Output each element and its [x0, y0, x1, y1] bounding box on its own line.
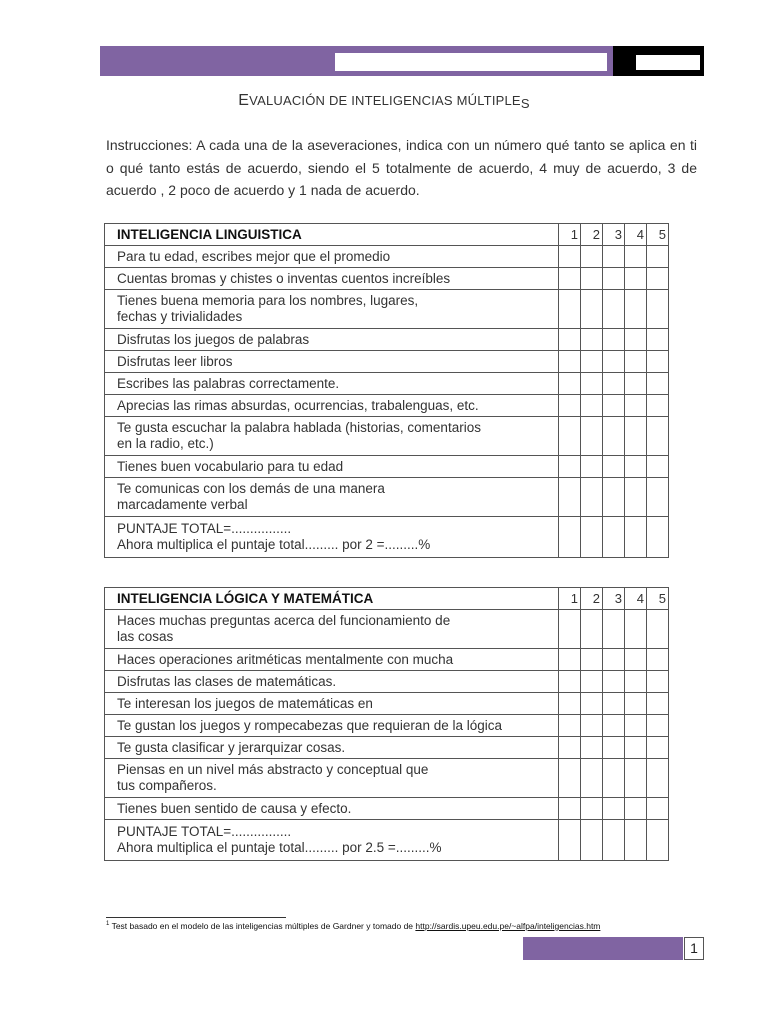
rating-cell-3[interactable] — [603, 373, 625, 395]
footnote-rule — [106, 917, 286, 918]
table-header-row — [105, 588, 669, 610]
rating-cell-5[interactable] — [647, 671, 669, 693]
page-title — [0, 92, 768, 110]
table-row — [105, 351, 669, 373]
rating-cell-3[interactable] — [603, 737, 625, 759]
rating-cell-2[interactable] — [581, 610, 603, 649]
statement-text: Te interesan los juegos de matemáticas en — [105, 693, 559, 715]
scale-number: 2 — [581, 224, 603, 246]
rating-cell-4[interactable] — [625, 268, 647, 290]
rating-cell-2[interactable] — [581, 268, 603, 290]
rating-cell-4[interactable] — [625, 737, 647, 759]
rating-cell-2[interactable] — [581, 395, 603, 417]
category-heading: INTELIGENCIA LÓGICA Y MATEMÁTICA — [105, 588, 559, 610]
rating-cell-1[interactable] — [559, 351, 581, 373]
table-row — [105, 329, 669, 351]
rating-cell-1[interactable] — [559, 759, 581, 798]
rating-cell-5[interactable] — [647, 268, 669, 290]
scale-number: 3 — [603, 224, 625, 246]
total-cell[interactable] — [559, 517, 581, 558]
rating-cell-4[interactable] — [625, 610, 647, 649]
rating-cell-3[interactable] — [603, 329, 625, 351]
rating-cell-3[interactable] — [603, 671, 625, 693]
rating-cell-4[interactable] — [625, 395, 647, 417]
statement-text: Te comunicas con los demás de una manera marcadamente verbal — [105, 478, 559, 517]
footnote-link[interactable]: http://sardis.upeu.edu.pe/~alfpa/inteligencias.htm — [415, 921, 601, 931]
rating-cell-4[interactable] — [625, 329, 647, 351]
rating-cell-1[interactable] — [559, 649, 581, 671]
header-title-box — [335, 53, 607, 71]
rating-cell-1[interactable] — [559, 737, 581, 759]
rating-cell-1[interactable] — [559, 417, 581, 456]
total-cell[interactable] — [625, 517, 647, 558]
rating-cell-1[interactable] — [559, 395, 581, 417]
rating-cell-4[interactable] — [625, 417, 647, 456]
table-row — [105, 478, 669, 517]
rating-cell-2[interactable] — [581, 290, 603, 329]
rating-cell-3[interactable] — [603, 693, 625, 715]
rating-cell-4[interactable] — [625, 351, 647, 373]
table-row — [105, 649, 669, 671]
rating-cell-1[interactable] — [559, 268, 581, 290]
scale-number: 5 — [647, 224, 669, 246]
rating-cell-4[interactable] — [625, 649, 647, 671]
header-black-inner — [636, 55, 700, 70]
rating-cell-4[interactable] — [625, 759, 647, 798]
statement-text: Piensas en un nivel más abstracto y conceptual que tus compañeros. — [105, 759, 559, 798]
rating-cell-4[interactable] — [625, 246, 647, 268]
rating-cell-4[interactable] — [625, 456, 647, 478]
table-row — [105, 671, 669, 693]
statement-text: Tienes buena memoria para los nombres, lugares, fechas y trivialidades — [105, 290, 559, 329]
statement-text: Cuentas bromas y chistes o inventas cuentos increíbles — [105, 268, 559, 290]
table-row — [105, 417, 669, 456]
total-cell[interactable] — [603, 820, 625, 861]
rating-cell-4[interactable] — [625, 671, 647, 693]
rating-cell-5[interactable] — [647, 610, 669, 649]
rating-cell-2[interactable] — [581, 671, 603, 693]
statement-text: Haces operaciones aritméticas mentalmente con mucha — [105, 649, 559, 671]
statement-text: Para tu edad, escribes mejor que el promedio — [105, 246, 559, 268]
table-row — [105, 610, 669, 649]
table-row — [105, 715, 669, 737]
rating-cell-1[interactable] — [559, 671, 581, 693]
statement-text: Disfrutas las clases de matemáticas. — [105, 671, 559, 693]
rating-cell-2[interactable] — [581, 478, 603, 517]
rating-cell-4[interactable] — [625, 693, 647, 715]
table-logica — [104, 587, 669, 861]
rating-cell-1[interactable] — [559, 290, 581, 329]
total-row — [105, 517, 669, 558]
rating-cell-2[interactable] — [581, 693, 603, 715]
rating-cell-2[interactable] — [581, 456, 603, 478]
rating-cell-1[interactable] — [559, 456, 581, 478]
footnote-mark: 1 — [106, 921, 110, 928]
scale-number: 1 — [559, 224, 581, 246]
rating-cell-5[interactable] — [647, 478, 669, 517]
scale-number: 4 — [625, 224, 647, 246]
rating-cell-2[interactable] — [581, 737, 603, 759]
table-row — [105, 268, 669, 290]
rating-cell-1[interactable] — [559, 329, 581, 351]
table-row — [105, 693, 669, 715]
rating-cell-5[interactable] — [647, 715, 669, 737]
page-number: 1 — [684, 937, 704, 960]
rating-cell-5[interactable] — [647, 417, 669, 456]
rating-cell-1[interactable] — [559, 373, 581, 395]
rating-cell-3[interactable] — [603, 478, 625, 517]
total-score-text: PUNTAJE TOTAL=................ Ahora multiplica el puntaje total......... por 2.5 =.........% — [105, 820, 559, 861]
rating-cell-1[interactable] — [559, 610, 581, 649]
total-cell[interactable] — [581, 517, 603, 558]
rating-cell-3[interactable] — [603, 649, 625, 671]
footnote-text: Test basado en el modelo de las inteligencias múltiples de Gardner y tomado de — [111, 921, 416, 931]
rating-cell-3[interactable] — [603, 610, 625, 649]
rating-cell-2[interactable] — [581, 798, 603, 820]
table-row — [105, 759, 669, 798]
statement-text: Tienes buen sentido de causa y efecto. — [105, 798, 559, 820]
total-score-text: PUNTAJE TOTAL=................ Ahora multiplica el puntaje total......... por 2 =.........% — [105, 517, 559, 558]
rating-cell-5[interactable] — [647, 246, 669, 268]
rating-cell-1[interactable] — [559, 478, 581, 517]
rating-cell-4[interactable] — [625, 798, 647, 820]
rating-cell-4[interactable] — [625, 290, 647, 329]
table-row — [105, 290, 669, 329]
rating-cell-3[interactable] — [603, 715, 625, 737]
statement-text: Aprecias las rimas absurdas, ocurrencias, trabalenguas, etc. — [105, 395, 559, 417]
rating-cell-5[interactable] — [647, 373, 669, 395]
scale-number: 5 — [647, 588, 669, 610]
rating-cell-2[interactable] — [581, 715, 603, 737]
rating-cell-2[interactable] — [581, 649, 603, 671]
total-cell[interactable] — [603, 517, 625, 558]
scale-number: 1 — [559, 588, 581, 610]
rating-cell-3[interactable] — [603, 290, 625, 329]
statement-text: Disfrutas leer libros — [105, 351, 559, 373]
rating-cell-5[interactable] — [647, 737, 669, 759]
statement-text: Disfrutas los juegos de palabras — [105, 329, 559, 351]
table-row — [105, 456, 669, 478]
title-tail: S — [520, 96, 530, 111]
rating-cell-5[interactable] — [647, 759, 669, 798]
total-cell[interactable] — [647, 820, 669, 861]
footer-bar — [523, 937, 683, 960]
statement-text: Te gusta escuchar la palabra hablada (historias, comentarios en la radio, etc.) — [105, 417, 559, 456]
rating-cell-2[interactable] — [581, 417, 603, 456]
rating-cell-5[interactable] — [647, 456, 669, 478]
table-row — [105, 373, 669, 395]
rating-cell-4[interactable] — [625, 478, 647, 517]
rating-cell-3[interactable] — [603, 351, 625, 373]
rating-cell-3[interactable] — [603, 395, 625, 417]
table-row — [105, 246, 669, 268]
total-cell[interactable] — [647, 517, 669, 558]
instructions-text: Instrucciones: A cada una de la aseveraciones, indica con un número qué tanto se aplica en ti o qué tanto estás de acuerdo, siendo el 5 totalmente de acuerdo, 4 muy de acuerdo, 3 de acuerdo , 2 poco de acuerdo y 1 nada de acuerdo. — [106, 137, 697, 198]
rating-cell-1[interactable] — [559, 715, 581, 737]
scale-number: 2 — [581, 588, 603, 610]
total-cell[interactable] — [581, 820, 603, 861]
rating-cell-2[interactable] — [581, 759, 603, 798]
total-cell[interactable] — [559, 820, 581, 861]
table-linguistica — [104, 223, 669, 558]
rating-cell-3[interactable] — [603, 246, 625, 268]
rating-cell-5[interactable] — [647, 290, 669, 329]
rating-cell-5[interactable] — [647, 649, 669, 671]
rating-cell-1[interactable] — [559, 693, 581, 715]
table-row — [105, 737, 669, 759]
rating-cell-5[interactable] — [647, 798, 669, 820]
rating-cell-3[interactable] — [603, 417, 625, 456]
rating-cell-5[interactable] — [647, 395, 669, 417]
statement-text: Te gusta clasificar y jerarquizar cosas. — [105, 737, 559, 759]
rating-cell-3[interactable] — [603, 268, 625, 290]
rating-cell-5[interactable] — [647, 329, 669, 351]
rating-cell-2[interactable] — [581, 351, 603, 373]
rating-cell-2[interactable] — [581, 329, 603, 351]
rating-cell-2[interactable] — [581, 373, 603, 395]
rating-cell-4[interactable] — [625, 373, 647, 395]
rating-cell-3[interactable] — [603, 759, 625, 798]
table-header-row — [105, 224, 669, 246]
total-row — [105, 820, 669, 861]
rating-cell-3[interactable] — [603, 798, 625, 820]
rating-cell-1[interactable] — [559, 246, 581, 268]
statement-text: Haces muchas preguntas acerca del funcionamiento de las cosas — [105, 610, 559, 649]
table-row — [105, 395, 669, 417]
statement-text: Te gustan los juegos y rompecabezas que requieran de la lógica — [105, 715, 559, 737]
table-row — [105, 798, 669, 820]
rating-cell-5[interactable] — [647, 351, 669, 373]
rating-cell-3[interactable] — [603, 456, 625, 478]
rating-cell-2[interactable] — [581, 246, 603, 268]
scale-number: 4 — [625, 588, 647, 610]
category-heading: INTELIGENCIA LINGUISTICA — [105, 224, 559, 246]
title-rest: VALUACIÓN DE INTELIGENCIAS MÚLTIPLE — [249, 93, 521, 108]
title-initial: E — [238, 92, 250, 109]
total-cell[interactable] — [625, 820, 647, 861]
rating-cell-4[interactable] — [625, 715, 647, 737]
scale-number: 3 — [603, 588, 625, 610]
footnote — [106, 921, 600, 931]
statement-text: Tienes buen vocabulario para tu edad — [105, 456, 559, 478]
rating-cell-1[interactable] — [559, 798, 581, 820]
rating-cell-5[interactable] — [647, 693, 669, 715]
statement-text: Escribes las palabras correctamente. — [105, 373, 559, 395]
